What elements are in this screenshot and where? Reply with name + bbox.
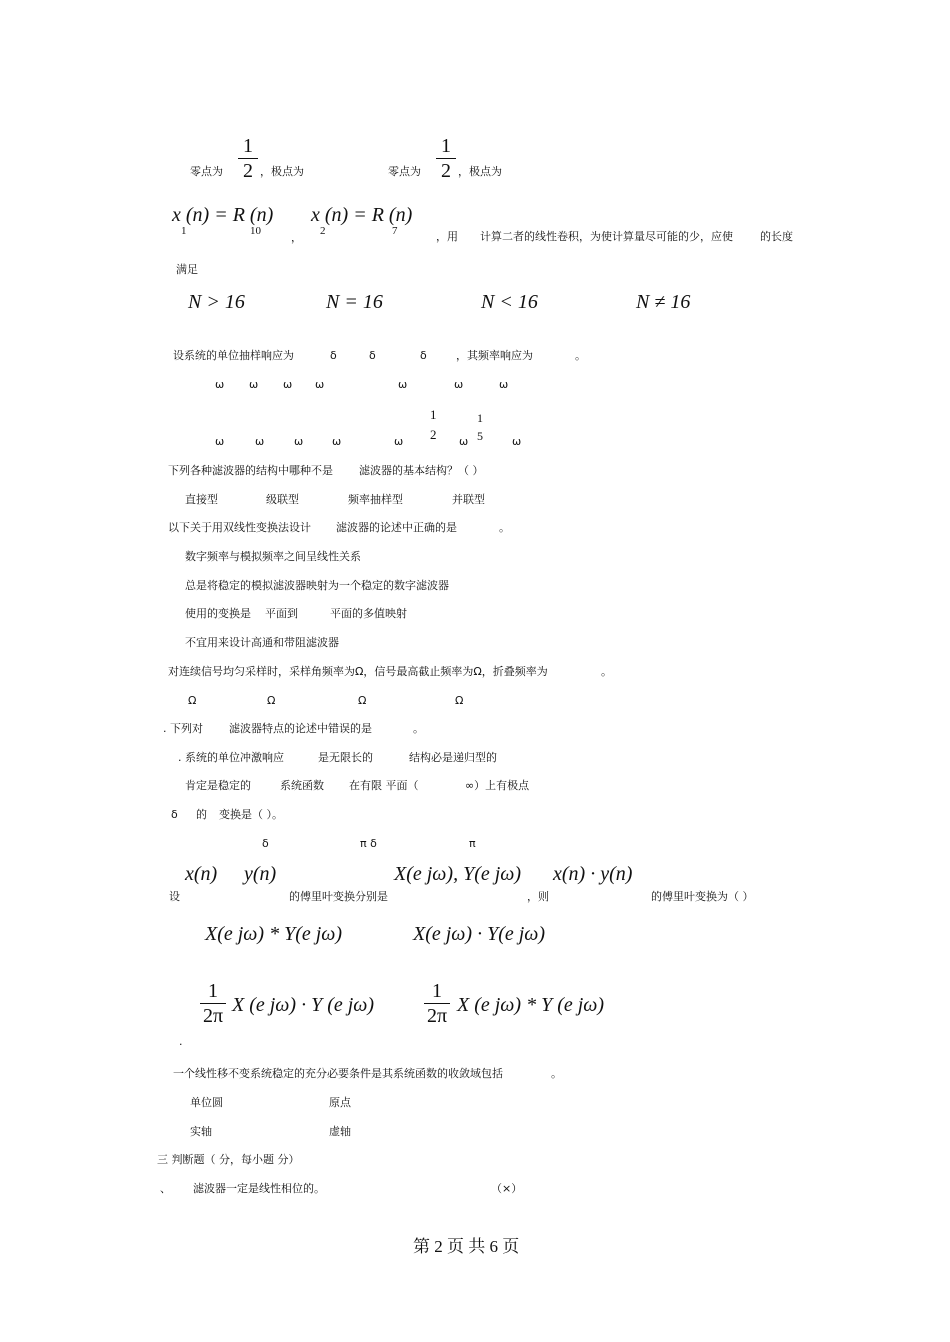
bilinear-question: 以下关于用双线性变换法设计 bbox=[168, 521, 311, 534]
section-three-heading: 三 判断题（ 分，每小题 分） bbox=[157, 1153, 300, 1166]
omega-symbol: ω bbox=[294, 435, 304, 448]
text-length: 的长度 bbox=[760, 230, 793, 243]
fourier-option-a: X(e jω) * Y(e jω) bbox=[205, 923, 343, 945]
sampling-option-a: Ω bbox=[188, 694, 197, 707]
half-denominator: 2 bbox=[430, 427, 437, 442]
fraction-numerator: 1 bbox=[208, 980, 218, 1002]
option-imaginary-axis: 虚轴 bbox=[329, 1125, 351, 1138]
fir-question-tail: 滤波器特点的论述中错误的是 bbox=[229, 722, 372, 735]
fourier-tail: 的傅里叶变换为（ ） bbox=[651, 890, 754, 903]
text-use: ，用 bbox=[436, 230, 458, 243]
fraction-bar bbox=[200, 1003, 226, 1004]
option-n-not-equal-16: N ≠ 16 bbox=[636, 291, 691, 313]
bilinear-option-c: 使用的变换是 bbox=[185, 607, 251, 620]
fourier-option-c-expr: X (e jω) · Y (e jω) bbox=[232, 994, 375, 1016]
option-unit-circle: 单位圆 bbox=[190, 1096, 223, 1109]
period: 。 bbox=[601, 665, 612, 678]
bilinear-option-c-mid: 平面到 bbox=[265, 607, 298, 620]
z-of: 的 bbox=[196, 808, 207, 821]
delta-symbol: δ bbox=[420, 349, 427, 362]
delta-symbol: δ bbox=[369, 349, 376, 362]
fir-option-b-mid2: 在有限 平面（ bbox=[349, 779, 419, 792]
fifth-denominator: 5 bbox=[477, 429, 483, 443]
omega-symbol: ω bbox=[454, 378, 464, 391]
omega-symbol: ω bbox=[398, 378, 408, 391]
option-n-less-16: N < 16 bbox=[481, 291, 538, 313]
product-expression: x(n) · y(n) bbox=[553, 863, 633, 885]
omega-symbol: ω bbox=[249, 378, 259, 391]
fir-option-a-tail: 结构必是递归型的 bbox=[409, 751, 497, 764]
option-origin: 原点 bbox=[329, 1096, 351, 1109]
option-parallel: 并联型 bbox=[452, 493, 485, 506]
z-transform-question: 变换是（ ）。 bbox=[219, 808, 283, 821]
period: 。 bbox=[499, 521, 510, 534]
fir-question-prefix: . 下列对 bbox=[163, 722, 203, 735]
z-option-delta: δ bbox=[262, 837, 269, 850]
omega-symbol: ω bbox=[283, 378, 293, 391]
omega-symbol: ω bbox=[215, 435, 225, 448]
option-n-equal-16: N = 16 bbox=[326, 291, 383, 313]
fir-option-a-prefix: . 系统的单位冲激响应 bbox=[178, 751, 284, 764]
bilinear-option-b: 总是将稳定的模拟滤波器映射为一个稳定的数字滤波器 bbox=[185, 579, 449, 592]
judge-item-answer: （×） bbox=[491, 1182, 523, 1195]
fraction-numerator: 1 bbox=[243, 135, 253, 157]
x1-expression: x (n) = R (n) bbox=[172, 204, 274, 226]
text-compute: 计算二者的线性卷积，为使计算量尽可能的少，应使 bbox=[480, 230, 733, 243]
option-real-axis: 实轴 bbox=[190, 1125, 212, 1138]
fraction-half-a bbox=[238, 135, 258, 182]
stability-question: 一个线性移不变系统稳定的充分必要条件是其系统函数的收敛域包括 bbox=[173, 1067, 503, 1080]
comma: ， bbox=[291, 231, 302, 244]
delta-symbol: δ bbox=[171, 808, 178, 821]
yn-expression: y(n) bbox=[244, 863, 277, 885]
bilinear-option-a: 数字频率与模拟频率之间呈线性关系 bbox=[185, 550, 361, 563]
freq-question-text: 设系统的单位抽样响应为 bbox=[173, 349, 294, 362]
fourier-option-b: X(e jω) · Y(e jω) bbox=[413, 923, 546, 945]
omega-symbol: ω bbox=[315, 378, 325, 391]
sampling-question: 对连续信号均匀采样时，采样角频率为Ω，信号最高截止频率为Ω，折叠频率为 bbox=[168, 665, 548, 678]
fraction-numerator: 1 bbox=[441, 135, 451, 157]
fraction-half-b bbox=[436, 135, 456, 182]
fir-option-b-tail: ∞）上有极点 bbox=[465, 779, 530, 792]
omega-symbol: ω bbox=[215, 378, 225, 391]
fraction-bar bbox=[424, 1003, 450, 1004]
pole-label-b: ，极点为 bbox=[458, 165, 502, 178]
fir-option-b-prefix: 肯定是稳定的 bbox=[185, 779, 251, 792]
x2-subscript: 2 bbox=[320, 225, 326, 237]
bilinear-question-tail: 滤波器的论述中正确的是 bbox=[336, 521, 457, 534]
fraction-numerator: 1 bbox=[432, 980, 442, 1002]
judge-item-prefix: 、 bbox=[160, 1182, 171, 1195]
period: 。 bbox=[413, 722, 424, 735]
structure-question-tail: 滤波器的基本结构？（ ） bbox=[359, 464, 484, 477]
fourier-option-d-expr: X (e jω) * Y (e jω) bbox=[457, 994, 605, 1016]
x2-expression: x (n) = R (n) bbox=[311, 204, 413, 226]
fourier-then: ，则 bbox=[527, 890, 549, 903]
structure-question: 下列各种滤波器的结构中哪种不是 bbox=[168, 464, 333, 477]
fifth-numerator: 1 bbox=[477, 411, 483, 425]
omega-symbol: ω bbox=[332, 435, 342, 448]
omega-symbol: ω bbox=[512, 435, 522, 448]
omega-symbol: ω bbox=[255, 435, 265, 448]
omega-symbol: ω bbox=[459, 435, 469, 448]
fraction-denominator: 2π bbox=[426, 1005, 448, 1027]
z-option-pi-delta: π δ bbox=[360, 837, 377, 850]
x1-subscript: 1 bbox=[181, 225, 187, 237]
r7-subscript: 7 bbox=[392, 225, 398, 237]
option-cascade: 级联型 bbox=[266, 493, 299, 506]
r10-subscript: 10 bbox=[250, 225, 261, 237]
sampling-option-b: Ω bbox=[267, 694, 276, 707]
sampling-option-d: Ω bbox=[455, 694, 464, 707]
pole-label-a: ，极点为 bbox=[260, 165, 304, 178]
option-direct: 直接型 bbox=[185, 493, 218, 506]
z-option-pi: π bbox=[469, 837, 476, 850]
delta-symbol: δ bbox=[330, 349, 337, 362]
bilinear-option-d: 不宜用来设计高通和带阻滤波器 bbox=[185, 636, 339, 649]
fraction-one-over-2pi-d bbox=[424, 980, 450, 1027]
judge-item-text: 滤波器一定是线性相位的。 bbox=[193, 1182, 325, 1195]
half-numerator: 1 bbox=[430, 407, 437, 422]
period: 。 bbox=[575, 349, 586, 362]
omega-symbol: ω bbox=[394, 435, 404, 448]
fraction-bar bbox=[436, 158, 456, 159]
fraction-bar bbox=[238, 158, 258, 159]
fir-option-b-mid: 系统函数 bbox=[280, 779, 324, 792]
option-freq-sampling: 频率抽样型 bbox=[348, 493, 403, 506]
xn-expression: x(n) bbox=[185, 863, 218, 885]
freq-response-text: ，其频率响应为 bbox=[456, 349, 533, 362]
zero-label-b: 零点为 bbox=[388, 165, 421, 178]
period: 。 bbox=[551, 1067, 562, 1080]
fourier-she: 设 bbox=[169, 890, 180, 903]
fraction-denominator: 2 bbox=[441, 160, 451, 182]
fir-option-a-mid: 是无限长的 bbox=[318, 751, 373, 764]
fraction-denominator: 2 bbox=[243, 160, 253, 182]
text-satisfy: 满足 bbox=[176, 263, 198, 276]
fraction-one-over-2pi-c bbox=[200, 980, 226, 1027]
sampling-option-c: Ω bbox=[358, 694, 367, 707]
bilinear-option-c-tail: 平面的多值映射 bbox=[330, 607, 407, 620]
page-number: 第 2 页 共 6 页 bbox=[413, 1237, 520, 1256]
fraction-denominator: 2π bbox=[202, 1005, 224, 1027]
xy-transform-expression: X(e jω), Y(e jω) bbox=[394, 863, 522, 885]
fourier-transforms-text: 的傅里叶变换分别是 bbox=[289, 890, 388, 903]
option-n-greater-16: N > 16 bbox=[188, 291, 245, 313]
zero-label-a: 零点为 bbox=[190, 165, 223, 178]
omega-symbol: ω bbox=[499, 378, 509, 391]
stray-dot: . bbox=[179, 1035, 183, 1048]
